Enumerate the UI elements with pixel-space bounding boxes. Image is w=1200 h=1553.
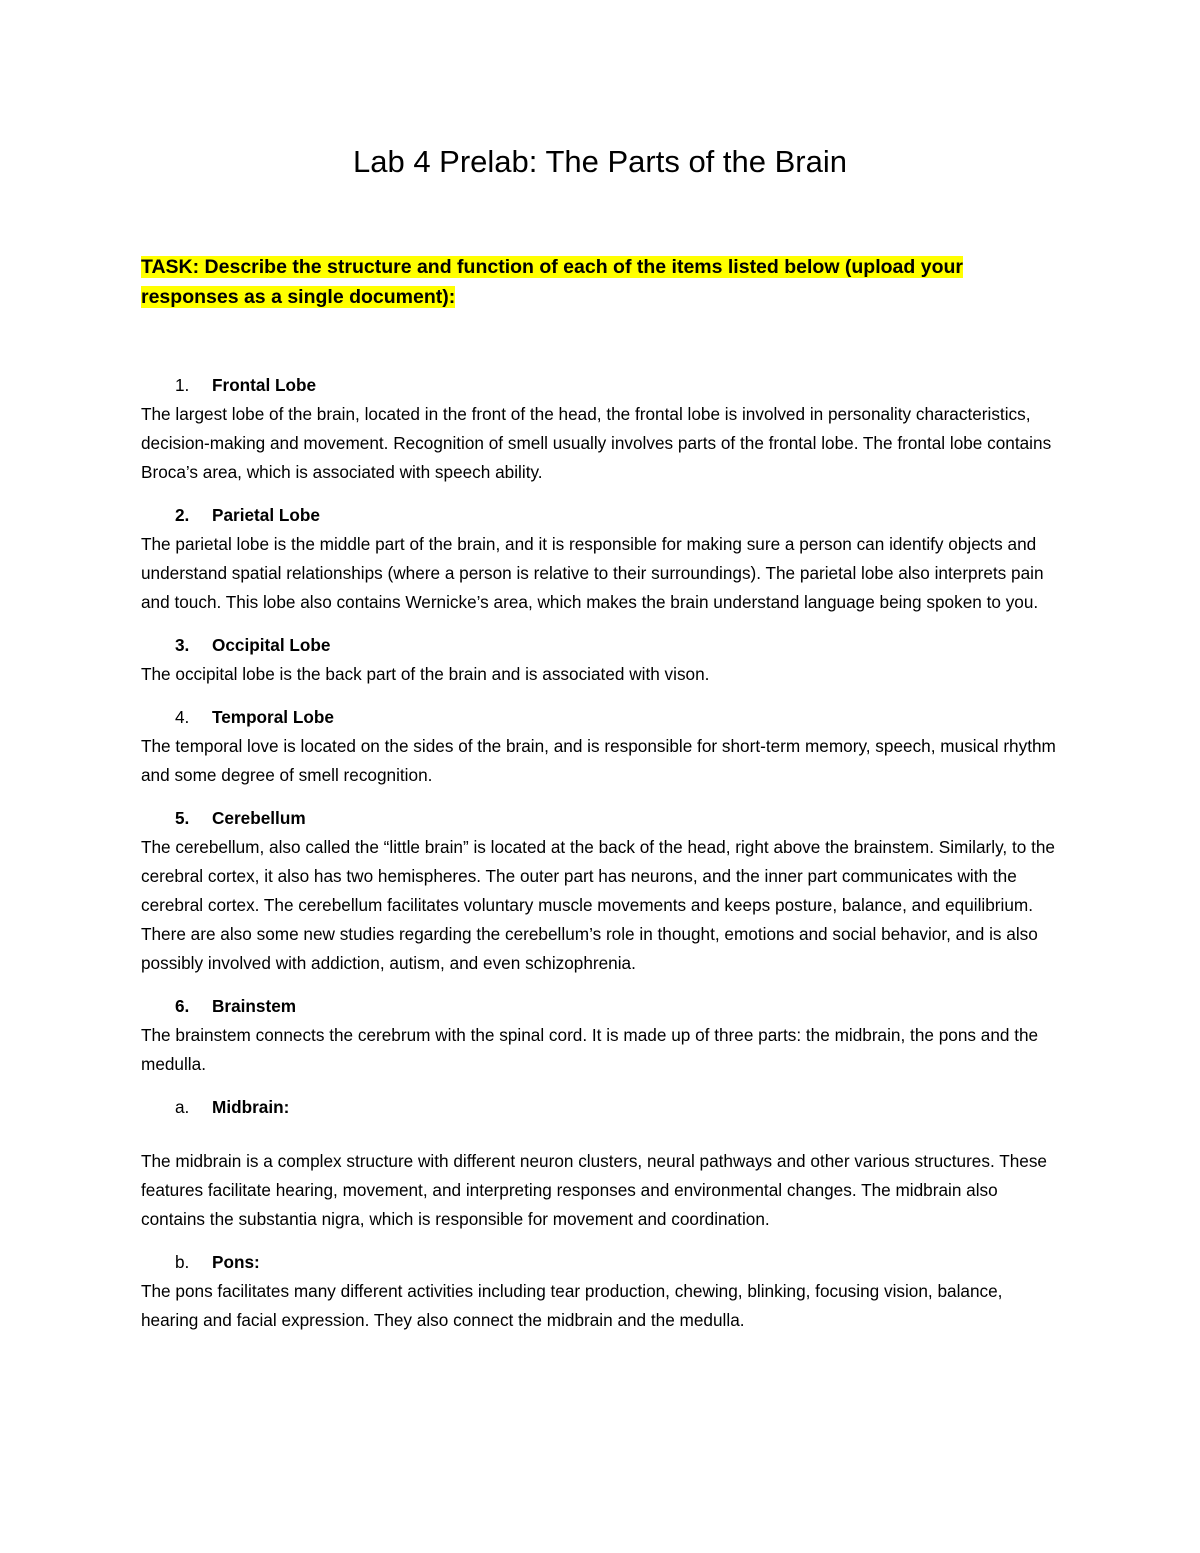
list-item-heading — [141, 1248, 1061, 1277]
items-list — [141, 371, 1061, 1349]
item-description: The brainstem connects the cerebrum with the spinal cord. It is made up of three parts: the midbrain, the pons and the medulla. — [141, 1025, 1039, 1074]
list-item-heading — [141, 631, 1061, 660]
page-title: Lab 4 Prelab: The Parts of the Brain — [352, 144, 847, 179]
list-item-heading — [141, 501, 1061, 530]
list-item-heading — [141, 703, 1061, 732]
item-number: b. — [175, 1252, 190, 1272]
item-number: 3. — [175, 635, 190, 655]
item-label: Brainstem — [212, 996, 297, 1016]
item-number: 5. — [175, 808, 190, 828]
item-label: Occipital Lobe — [212, 635, 331, 655]
item-description: The cerebellum, also called the “little brain” is located at the back of the head, right above the brainstem. Similarly, to the cerebral cortex, it also has two hemispheres. The outer part has neurons, and the inner part communicates with the cerebral cortex. The cerebellum facilitates voluntary muscle movements and keeps posture, balance, and equilibrium. There are also some new studies regarding the cerebellum’s role in thought, emotions and social behavior, and is also possibly involved with addiction, autism, and even schizophrenia. — [141, 837, 1055, 973]
item-label: Cerebellum — [212, 808, 306, 828]
item-label: Pons: — [212, 1252, 260, 1272]
task-instruction — [141, 252, 1061, 312]
item-description: The pons facilitates many different activities including tear production, chewing, blinking, focusing vision, balance, hearing and facial expression. They also connect the midbrain and the medulla. — [141, 1281, 1003, 1330]
list-item-heading — [141, 804, 1061, 833]
list-item-heading — [141, 1093, 1061, 1122]
item-number: 2. — [175, 505, 190, 525]
list-item-heading — [141, 992, 1061, 1021]
item-label: Parietal Lobe — [212, 505, 320, 525]
item-description: The temporal love is located on the sides of the brain, and is responsible for short-term memory, speech, musical rhythm and some degree of smell recognition. — [141, 736, 1056, 785]
item-description: The midbrain is a complex structure with different neuron clusters, neural pathways and other various structures. These features facilitate hearing, movement, and interpreting responses and environmental changes. The midbrain also contains the substantia nigra, which is responsible for movement and coordination. — [141, 1151, 1047, 1229]
item-description: The occipital lobe is the back part of the brain and is associated with vison. — [141, 664, 710, 684]
item-label: Frontal Lobe — [212, 375, 317, 395]
item-label: Midbrain: — [212, 1097, 290, 1117]
item-description: The largest lobe of the brain, located in the front of the head, the frontal lobe is involved in personality characteristics, decision-making and movement. Recognition of smell usually involves parts of the frontal lobe. The frontal lobe contains Broca’s area, which is associated with speech ability. — [141, 404, 1052, 482]
list-item-heading — [141, 371, 1061, 400]
item-label: Temporal Lobe — [212, 707, 334, 727]
item-number: a. — [175, 1097, 190, 1117]
item-number: 1. — [175, 375, 190, 395]
task-highlight: TASK: Describe the structure and function of each of the items listed below (upload your responses as a single document): — [141, 256, 963, 308]
item-number: 6. — [175, 996, 190, 1016]
item-description: The parietal lobe is the middle part of the brain, and it is responsible for making sure a person can identify objects and understand spatial relationships (where a person is relative to their surroundings). The parietal lobe also interprets pain and touch. This lobe also contains Wernicke’s area, which makes the brain understand language being spoken to you. — [141, 534, 1044, 612]
item-number: 4. — [175, 707, 190, 727]
